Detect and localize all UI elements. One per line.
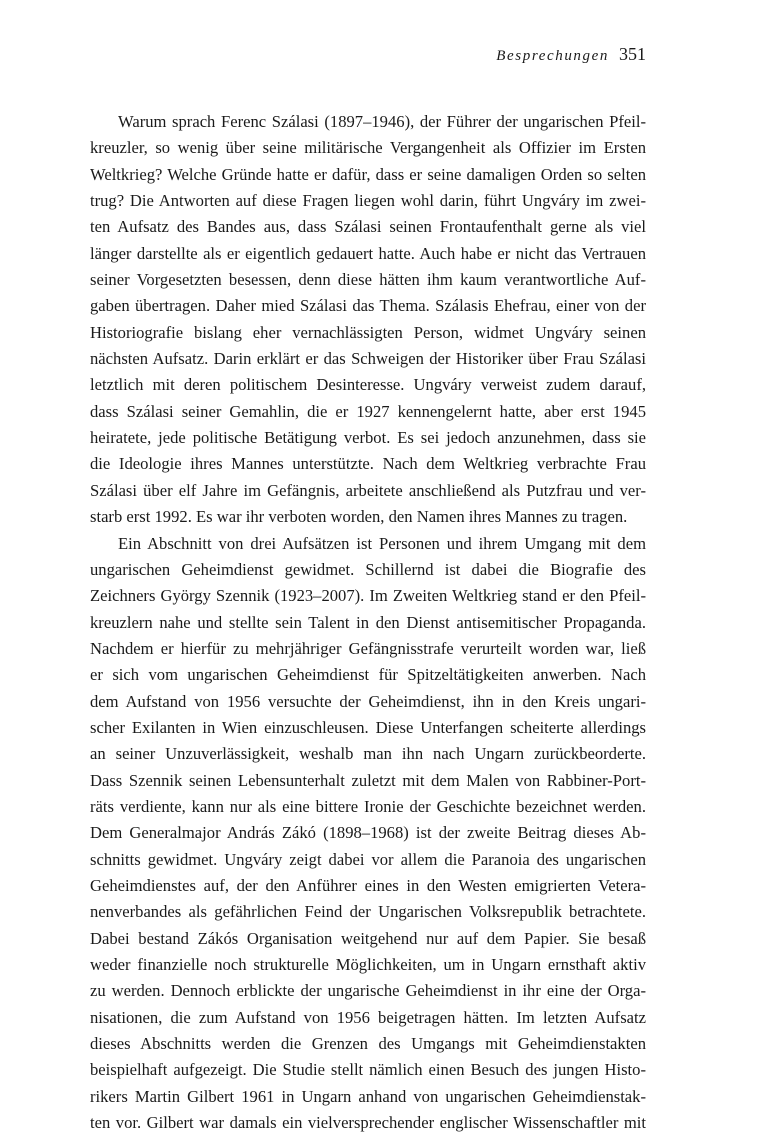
text-line: heiratete, jede politische Betätigung verbot. Es sei jedoch anzunehmen, dass sie — [90, 428, 646, 448]
text-line: nenverbandes als gefährlichen Feind der Ungarischen Volksrepublik betrachtete. — [90, 902, 646, 922]
text-line: Zeichners György Szennik (1923–2007). Im Zweiten Weltkrieg stand er den Pfeil- — [90, 586, 646, 606]
text-line: Geheimdienstes auf, der den Anführer eines in den Westen emigrierten Vetera- — [90, 875, 646, 895]
text-line: dass Szálasi seiner Gemahlin, die er 1927 kennengelernt hatte, aber erst 1945 — [90, 401, 646, 421]
text-line: Ein Abschnitt von drei Aufsätzen ist Personen und ihrem Umgang mit dem — [118, 533, 646, 553]
text-line: dieses Abschnitts werden die Grenzen des Umgangs mit Geheimdienstakten — [90, 1034, 646, 1054]
text-line: ungarischen Geheimdienst gewidmet. Schillernd ist dabei die Biografie des — [90, 559, 646, 579]
running-header — [496, 44, 646, 65]
text-line: Historiografie bislang eher vernachlässigten Person, widmet Ungváry seinen — [90, 322, 646, 342]
text-line: räts verdiente, kann nur als eine bittere Ironie der Geschichte bezeichnet werden. — [90, 796, 646, 816]
text-line: starb erst 1992. Es war ihr verboten worden, den Namen ihres Mannes zu tragen. — [90, 507, 628, 527]
text-line: an seiner Unzuverlässigkeit, weshalb man ihn nach Ungarn zurückbeorderte. — [90, 744, 646, 764]
page-number: 351 — [619, 44, 646, 64]
text-line: nächsten Aufsatz. Darin erklärt er das Schweigen der Historiker über Frau Szálasi — [90, 349, 646, 369]
text-line: ten vor. Gilbert war damals ein vielversprechender englischer Wissenschaftler mit — [90, 1113, 646, 1133]
text-line: Szálasi über elf Jahre im Gefängnis, arbeitete anschließend als Putzfrau und ver- — [90, 480, 646, 500]
text-line: er sich vom ungarischen Geheimdienst für Spitzeltätigkeiten anwerben. Nach — [90, 665, 646, 685]
text-line: Dass Szennik seinen Lebensunterhalt zuletzt mit dem Malen von Rabbiner-Port- — [90, 770, 646, 790]
text-line: Dabei bestand Zákós Organisation weitgehend nur auf dem Papier. Sie besaß — [90, 928, 646, 948]
text-line: scher Exilanten in Wien einzuschleusen. Diese Unterfangen scheiterte allerdings — [90, 717, 646, 737]
text-line: kreuzlern nahe und stellte sein Talent in den Dienst antisemitischer Propaganda. — [90, 612, 646, 632]
text-line: zu werden. Dennoch erblickte der ungarische Geheimdienst in ihr eine der Orga- — [90, 981, 646, 1001]
text-line: letztlich mit deren politischem Desinteresse. Ungváry verweist zudem darauf, — [90, 375, 646, 395]
text-line: seiner Vorgesetzten besessen, denn diese hätten ihm kaum verantwortliche Auf- — [90, 270, 646, 290]
text-line: weder finanzielle noch strukturelle Möglichkeiten, um in Ungarn ernsthaft aktiv — [90, 955, 646, 974]
text-line: Warum sprach Ferenc Szálasi (1897–1946), der Führer der ungarischen Pfeil- — [118, 112, 646, 131]
text-line: kreuzler, so wenig über seine militärische Vergangenheit als Offizier im Ersten — [90, 138, 646, 158]
text-line: schnitts gewidmet. Ungváry zeigt dabei vor allem die Paranoia des ungarischen — [90, 849, 646, 869]
text-line: länger darstellte als er eigentlich gedauert hatte. Auch habe er nicht das Vertrauen — [90, 243, 646, 263]
text-line: gaben übertragen. Daher mied Szálasi das Thema. Szálasis Ehefrau, einer von der — [90, 296, 646, 316]
body-text — [90, 109, 646, 1136]
text-line: Nachdem er hierfür zu mehrjähriger Gefängnisstrafe verurteilt worden war, ließ — [90, 638, 646, 658]
text-line: ten Aufsatz des Bandes aus, dass Szálasi seinen Frontaufenthalt gerne als viel — [90, 217, 646, 237]
running-header-title: Besprechungen — [496, 48, 609, 64]
text-line: Weltkrieg? Welche Gründe hatte er dafür, dass er seine damaligen Orden so selten — [90, 164, 646, 184]
text-line: trug? Die Antworten auf diese Fragen liegen wohl darin, führt Ungváry im zwei- — [90, 191, 646, 211]
text-line: Dem Generalmajor András Zákó (1898–1968) ist der zweite Beitrag dieses Ab- — [90, 823, 646, 843]
text-line: nisationen, die zum Aufstand von 1956 beigetragen hätten. Im letzten Aufsatz — [90, 1007, 646, 1027]
text-line: dem Aufstand von 1956 versuchte der Geheimdienst, ihn in den Kreis ungari- — [90, 691, 646, 711]
text-line: die Ideologie ihres Mannes unterstützte. Nach dem Weltkrieg verbrachte Frau — [90, 454, 646, 474]
text-line: rikers Martin Gilbert 1961 in Ungarn anhand von ungarischen Geheimdienstak- — [90, 1086, 646, 1106]
text-line: beispielhaft aufgezeigt. Die Studie stellt nämlich einen Besuch des jungen Histo- — [90, 1060, 646, 1080]
